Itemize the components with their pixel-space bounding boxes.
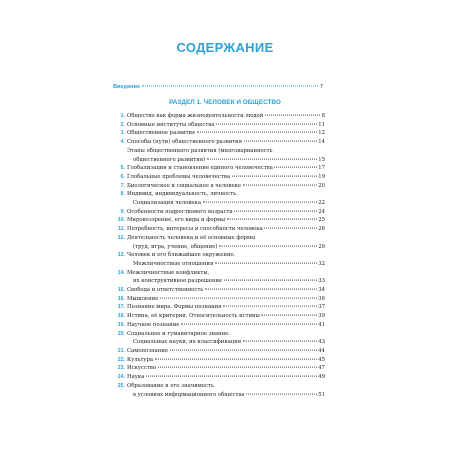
toc-entry[interactable] [113,225,325,234]
dot-leader [243,184,317,185]
dot-leader [158,367,317,368]
toc-entry-page: 12 [318,130,325,137]
dot-leader [223,306,317,307]
toc-entry-page: 41 [318,321,325,328]
toc-entry[interactable] [113,164,325,173]
dot-leader [215,263,317,264]
toc-entry-title: (труд, игра, учение, общение) [133,243,218,250]
toc-entry[interactable] [113,269,325,286]
toc-entry[interactable] [113,173,325,182]
dot-leader [232,176,317,177]
toc-entry[interactable] [113,234,325,251]
toc-entry-title: Потребность, интересы и способности человека [127,226,263,233]
toc-entry[interactable] [113,251,325,268]
toc-entry-title: Основные институты общества [127,121,215,128]
toc-entry-title: Свобода и ответственность [127,287,204,294]
toc-entry[interactable] [113,321,325,330]
toc-entry-number: 17. [117,304,125,311]
toc-entry-title: Человек и его ближайшее окружение. [127,252,236,259]
toc-entry-number: 24. [117,374,125,381]
toc-entry-number: 9. [120,208,125,215]
toc-entry-number: 6. [120,173,125,180]
toc-entry-title: Культура [127,356,154,363]
toc-entry-title: Наука [127,374,145,381]
toc-entry-number: 20. [117,330,125,337]
toc-intro-entry[interactable] [113,84,323,90]
toc-entry-page: 43 [318,339,325,346]
toc-entry-page: 36 [318,295,325,302]
toc-entry-title: их конструктивное разрешение [133,278,223,285]
toc-entry-title: Мировоззрение, его виды и формы [127,217,226,224]
toc-entry-page: 8 [321,113,325,119]
dot-leader [142,86,318,87]
toc-entry-title: Мышление [127,295,159,302]
toc-entry-title: Особенности подросткового возраста [127,208,233,215]
toc-entry[interactable] [113,373,325,382]
toc-entry[interactable] [113,382,325,399]
dot-leader [224,280,317,281]
toc-entry-page: 37 [318,304,325,311]
toc-entry-title: Самопознание [127,347,169,354]
intro-page: 7 [319,84,323,90]
dot-leader [274,167,316,168]
toc-entry-title: Социализация человека [133,200,202,207]
dot-leader [264,228,317,229]
dot-leader [205,289,317,290]
toc-entry-page: 49 [318,374,325,381]
toc-entry[interactable] [113,121,325,130]
toc-entry-title: Деятельность человека и её основные формы [127,234,256,241]
toc-entry-number: 2. [120,121,125,128]
toc-entry-title: Глобальные проблемы человечества [127,173,231,180]
toc-entry-title: Биологическое и социальное в человеке [127,182,242,189]
toc-entry-title: Глобализация и становление единого человечества [127,165,273,172]
toc-entry-number: 7. [120,182,125,189]
toc-entry-page: 51 [318,391,325,398]
toc-entry-number: 21. [117,347,125,354]
toc-entry-page: 15 [318,156,325,163]
toc-entry[interactable] [113,347,325,356]
dot-leader [219,245,317,246]
toc-entry-title: Социальные науки, их классификация [133,339,242,346]
toc-entry-title: Межличностные конфликты, [127,269,210,276]
toc-entry-title: Образование и его значимость [127,382,214,389]
toc-entry-number: 11. [118,226,125,233]
toc-entry[interactable] [113,112,325,121]
toc-entry-page: 34 [318,287,325,294]
toc-entry-page: 44 [318,347,325,354]
dot-leader [244,141,317,142]
toc-entry-title: Социальное и гуманитарное знание. [127,330,231,337]
toc-entry[interactable] [113,182,325,191]
dot-leader [265,115,320,116]
toc-entry-number: 19. [117,321,125,328]
dot-leader [146,376,317,377]
toc-entry-page: 22 [318,200,325,207]
dot-leader [227,219,317,220]
toc-entry-number: 4. [120,139,125,146]
toc-entry[interactable] [113,208,325,217]
toc-entry[interactable] [113,190,325,207]
toc-entry-page: 11 [318,121,325,128]
toc-entry-number: 1. [120,113,125,119]
dot-leader [216,123,317,124]
toc-entry-page: 17 [318,165,325,172]
toc-entry-number: 16. [117,295,125,302]
toc-entry-number: 18. [117,313,125,320]
toc-entry-title: Познание мира. Формы познания [127,304,222,311]
toc-entry-number: 25. [117,382,125,389]
toc-entry-title: Индивид, индивидуальность, личность. [127,191,238,198]
toc-entry[interactable] [113,312,325,321]
toc-entry-page: 45 [318,356,325,363]
toc-list [113,112,325,399]
toc-entry[interactable] [113,303,325,312]
dot-leader [234,210,317,211]
toc-entry[interactable] [113,356,325,365]
dot-leader [197,132,317,133]
dot-leader [155,358,317,359]
toc-entry-page: 26 [318,226,325,233]
toc-entry-number: 3. [120,130,125,137]
toc-entry-title: Общественное развитие [127,130,196,137]
dot-leader [181,323,317,324]
toc-entry-page: 47 [318,365,325,372]
toc-entry-page: 19 [318,173,325,180]
toc-entry[interactable] [113,330,325,347]
toc-entry-number: 5. [120,165,125,172]
toc-entry-number: 10. [117,217,125,224]
toc-entry[interactable] [113,295,325,304]
toc-entry[interactable] [113,147,325,164]
toc-entry-page: 39 [318,313,325,320]
toc-entry-title: общественного развития) [133,156,206,163]
section-heading: РАЗДЕЛ 1. ЧЕЛОВЕК И ОБЩЕСТВО [169,99,281,106]
toc-entry[interactable] [113,364,325,373]
toc-entry-page: 29 [318,243,325,250]
toc-entry-title: Межличностные отношения [133,260,214,267]
toc-entry-title: Способы (пути) общественного развития [127,139,243,146]
toc-entry-title: Этапы общественного развития (многоварианность [127,147,273,154]
toc-entry-page: 25 [318,217,325,224]
toc-entry-page: 32 [318,260,325,267]
toc-entry-title: Истина, её критерии. Относительность истины [127,313,260,320]
dot-leader [246,393,317,394]
toc-entry-number: 15. [117,287,125,294]
toc-entry-number: 14. [117,269,125,276]
intro-label: Введение [113,84,141,90]
toc-entry-page: 20 [318,182,325,189]
toc-entry[interactable] [113,216,325,225]
dot-leader [261,315,316,316]
toc-entry[interactable] [113,129,325,138]
dot-leader [160,297,317,298]
dot-leader [207,158,317,159]
toc-entry-number: 22. [117,356,125,363]
dot-leader [243,341,317,342]
toc-entry-page: 24 [318,208,325,215]
toc-entry-title: Научное познание [127,321,180,328]
toc-entry-title: Общество как форма жизнедеятельности людей [127,113,264,119]
toc-entry-title: в условиях информационного общества [133,391,245,398]
toc-entry-number: 13. [117,252,125,259]
toc-entry-number: 12. [117,234,125,241]
toc-entry-page: 33 [318,278,325,285]
toc-entry-number: 23. [117,365,125,372]
toc-entry-title: Искусство [127,365,157,372]
dot-leader [203,202,317,203]
dot-leader [170,350,317,351]
toc-entry-page: 14 [318,139,325,146]
page-title: СОДЕРЖАНИЕ [176,40,274,55]
toc-entry[interactable] [113,138,325,147]
toc-entry-number: 8. [120,191,125,198]
toc-entry[interactable] [113,286,325,295]
